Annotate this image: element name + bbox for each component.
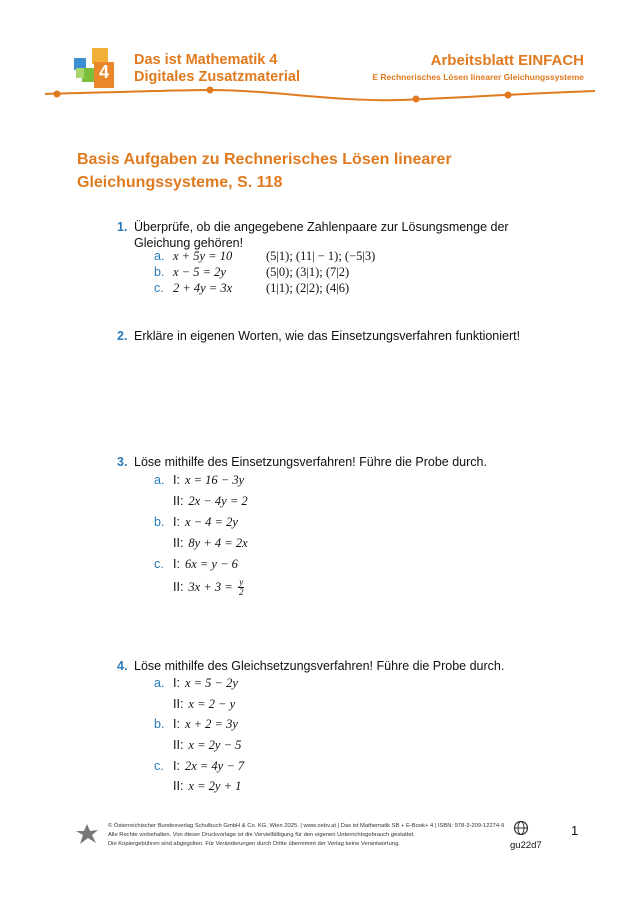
equation: x + 2 = 3y xyxy=(184,717,238,731)
equation: 2x = 4y − 7 xyxy=(184,759,245,773)
equation-label: II: xyxy=(173,494,184,508)
equation: 2x − 4y = 2 xyxy=(188,494,248,508)
item-equation: x + 5y = 10 xyxy=(173,249,233,263)
footer-legal xyxy=(108,822,508,849)
header-right xyxy=(372,52,584,82)
task-3 xyxy=(117,454,557,470)
wave-dot xyxy=(505,92,512,99)
equation-label: I: xyxy=(173,676,180,690)
task-4-item-a-eq2 xyxy=(0,697,640,715)
section-title: Basis Aufgaben zu Rechnerisches Lösen linearer Gleichungssysteme, S. 118 xyxy=(77,151,452,191)
task-text: Löse mithilfe des Gleichsetzungsverfahren! Führe die Probe durch. xyxy=(134,659,505,673)
equation-label: II: xyxy=(173,697,184,711)
task-3-item-b-eq2 xyxy=(0,536,640,554)
equation: x = 16 − 3y xyxy=(184,473,245,487)
equation-label: II: xyxy=(173,779,184,793)
header-title xyxy=(134,52,300,86)
item-pairs: (5|1); (11| − 1); (−5|3) xyxy=(266,249,376,263)
task-4-item-b-eq2 xyxy=(0,738,640,756)
task-1-item-c xyxy=(0,281,640,299)
task-3-item-c-eq1 xyxy=(0,557,640,575)
equation-label: I: xyxy=(173,557,180,571)
task-text: Erkläre in eigenen Worten, wie das Einsetzungsverfahren funktioniert! xyxy=(134,329,521,343)
item-letter: c. xyxy=(154,557,164,571)
item-letter: a. xyxy=(154,249,165,263)
item-letter: b. xyxy=(154,717,165,731)
wave-dot xyxy=(54,91,61,98)
fraction xyxy=(238,578,244,597)
page-number: 1 xyxy=(571,823,579,838)
header-wave-line xyxy=(40,84,600,106)
equation: x = 5 − 2y xyxy=(184,676,238,690)
task-3-item-c-eq2 xyxy=(0,578,640,600)
item-pairs: (1|1); (2|2); (4|6) xyxy=(266,281,350,295)
wave-dot xyxy=(413,96,420,103)
task-text: Überprüfe, ob die angegebene Zahlenpaare zur Lösungsmenge der Gleichung gehören! xyxy=(134,220,509,250)
equation: x − 4 = 2y xyxy=(184,515,238,529)
task-4-item-b-eq1 xyxy=(0,717,640,735)
equation-label: II: xyxy=(173,579,184,594)
task-4-item-c-eq1 xyxy=(0,759,640,777)
item-letter: a. xyxy=(154,676,165,690)
equation-label: I: xyxy=(173,717,180,731)
header-title-line2: Digitales Zusatzmaterial xyxy=(134,69,300,85)
task-1 xyxy=(117,219,557,251)
publisher-logo-icon xyxy=(74,822,100,846)
task-number: 3. xyxy=(117,455,128,469)
equation-label: I: xyxy=(173,515,180,529)
header-title-line1: Das ist Mathematik 4 xyxy=(134,52,278,68)
fraction-denominator: 2 xyxy=(238,587,244,597)
equation: 6x = y − 6 xyxy=(184,557,238,571)
equation: x = 2y + 1 xyxy=(188,779,242,793)
equation-label: II: xyxy=(173,738,184,752)
task-number: 4. xyxy=(117,659,128,673)
item-letter: a. xyxy=(154,473,165,487)
sheet-subtitle: E Rechnerisches Lösen linearer Gleichungssysteme xyxy=(372,72,584,82)
task-3-item-a-eq2 xyxy=(0,494,640,512)
item-letter: c. xyxy=(154,281,164,295)
equation: 8y + 4 = 2x xyxy=(188,536,248,550)
online-code[interactable]: gu22d7 xyxy=(510,840,542,851)
task-4-item-a-eq1 xyxy=(0,676,640,694)
fraction-numerator: y xyxy=(239,577,244,587)
globe-icon[interactable] xyxy=(513,820,529,836)
sheet-label: Arbeitsblatt EINFACH xyxy=(430,52,584,69)
equation-label: II: xyxy=(173,536,184,550)
equation: 3x + 3 = xyxy=(188,579,233,594)
item-letter: b. xyxy=(154,265,165,279)
task-number: 1. xyxy=(117,220,128,234)
task-2 xyxy=(117,328,557,344)
task-4 xyxy=(117,658,557,674)
task-3-item-a-eq1 xyxy=(0,473,640,491)
footer-line: © Österreichischer Bundesverlag Schulbuch GmbH & Co. KG, Wien 2025. | www.oebv.at | Das ist Mathematik SB + E-Book+ 4 | ISBN: 978-3-209-12274-9 xyxy=(108,823,505,829)
equation-label: I: xyxy=(173,759,180,773)
wave-dot xyxy=(207,87,214,94)
logo-number: 4 xyxy=(99,62,110,82)
item-pairs: (5|0); (3|1); (7|2) xyxy=(266,265,350,279)
item-equation: x − 5 = 2y xyxy=(173,265,226,279)
item-letter: b. xyxy=(154,515,165,529)
item-equation: 2 + 4y = 3x xyxy=(173,281,233,295)
equation: x = 2 − y xyxy=(188,697,236,711)
equation: x = 2y − 5 xyxy=(188,738,242,752)
task-4-item-c-eq2 xyxy=(0,779,640,797)
footer-line: Alle Rechte vorbehalten. Von dieser Druckvorlage ist die Vervielfältigung für den eigenen Unterrichtsgebrauch gestattet. xyxy=(108,832,415,838)
item-letter: c. xyxy=(154,759,164,773)
equation-label: I: xyxy=(173,473,180,487)
task-3-item-b-eq1 xyxy=(0,515,640,533)
footer-line: Die Kopiergebühren sind abgegolten. Für Veränderungen durch Dritte übernimmt der Verlag keine Verantwortung. xyxy=(108,841,400,847)
task-text: Löse mithilfe des Einsetzungsverfahren! Führe die Probe durch. xyxy=(134,455,487,469)
task-number: 2. xyxy=(117,329,128,343)
